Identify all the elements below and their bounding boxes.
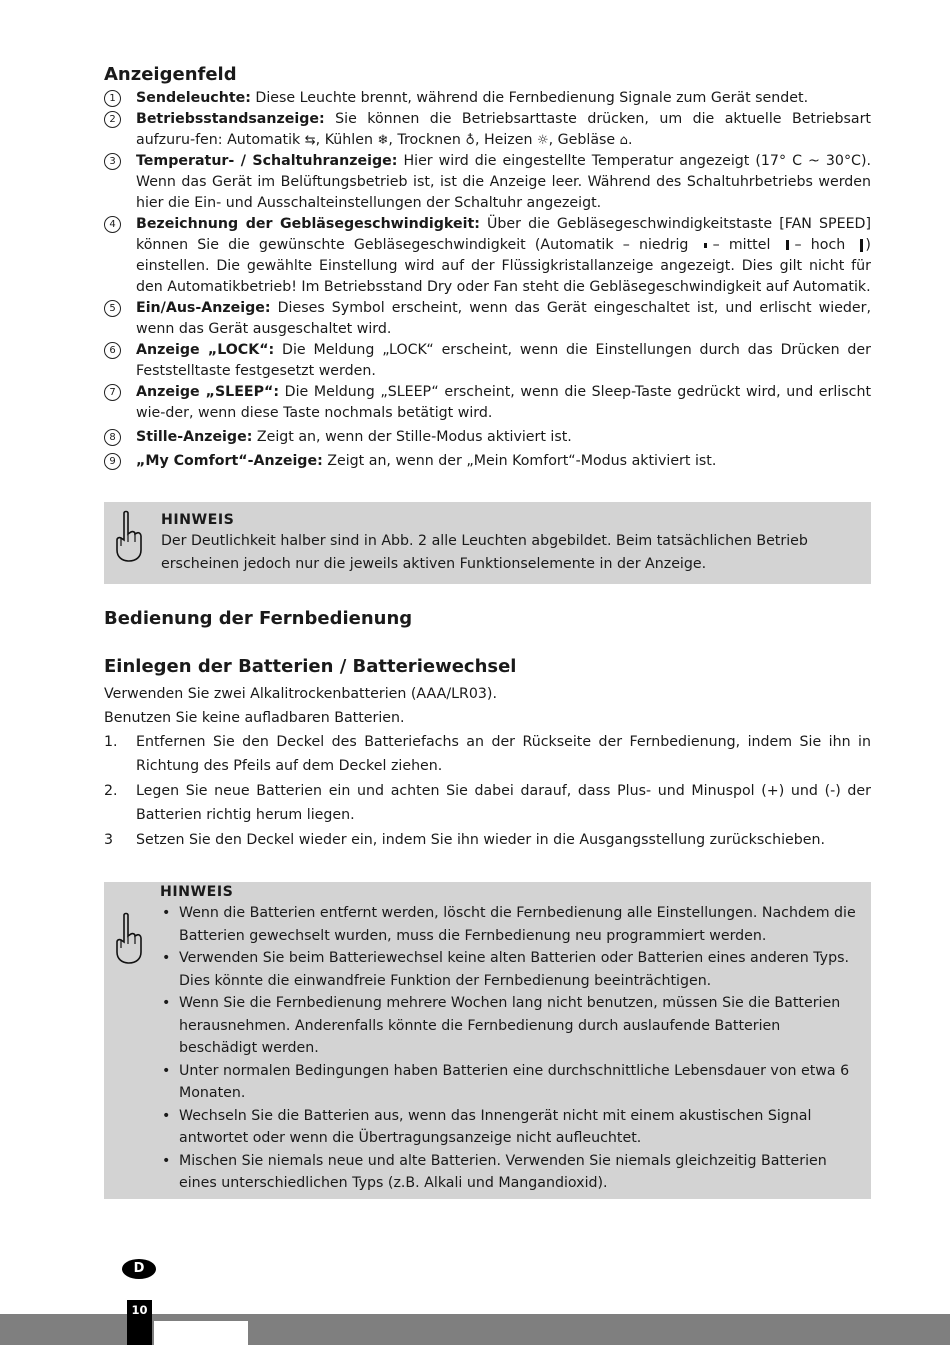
- fan-icon: ⌂: [619, 133, 628, 148]
- step-number: 1.: [104, 734, 118, 750]
- item-label: „My Comfort“-Anzeige:: [136, 453, 323, 469]
- pointing-hand-icon: [111, 510, 145, 564]
- item-number: 4: [104, 216, 121, 233]
- item-number: 3: [104, 153, 121, 170]
- item-number: 9: [104, 453, 121, 470]
- item-text: Diese Leuchte brennt, während die Fernbedienung Signale zum Gerät sendet.: [255, 90, 809, 106]
- page-number: 10: [127, 1300, 152, 1345]
- battery-intro: Verwenden Sie zwei Alkalitrockenbatterien (AAA/LR03).: [104, 686, 497, 702]
- item-text: Hier wird die eingestellte Temperatur angezeigt (17° C ~ 30°C). Wenn das Gerät im Belüftungsbetrieb ist, ist die Anzeige leer. Während des Schaltuhrbetriebs werden hier die Ein- und Ausschalteinstellungen der Schaltuhr angezeigt.: [136, 153, 872, 211]
- list-item: • Mischen Sie niemals neue und alte Batterien. Verwenden Sie niemals gleichzeitig Batterien eines unterschiedlichen Typs (z.B. Alkali und Mangandioxid).: [160, 1150, 859, 1195]
- item-text: Sie können die Betriebsarttaste drücken, um die aktuelle Betriebsart aufzuru-fen: Automatik: [136, 111, 871, 148]
- step-text: Setzen Sie den Deckel wieder ein, indem Sie ihn wieder in die Ausgangsstellung zurückschieben.: [136, 831, 825, 848]
- list-item: [104, 109, 871, 151]
- fan-mid-icon: [786, 240, 789, 250]
- item-number: 1: [104, 90, 121, 107]
- item-text: – hoch: [794, 237, 846, 253]
- section-title-batteries: Einlegen der Batterien / Batteriewechsel: [104, 656, 517, 677]
- item-text: Die Meldung „LOCK“ erscheint, wenn die Einstellungen durch das Drücken der Feststelltaste festgesetzt werden.: [136, 342, 871, 379]
- list-item: • Verwenden Sie beim Batteriewechsel keine alten Batterien oder Batterien eines anderen Typs. Dies könnte die einwandfreie Funktion der Fernbedienung beeinträchtigen.: [160, 947, 859, 992]
- list-item: • Wenn die Batterien entfernt werden, löscht die Fernbedienung alle Einstellungen. Nachdem die Batterien gewechselt wurden, muss die Fernbedienung neu programmiert werden.: [160, 902, 859, 947]
- list-item: [104, 451, 871, 472]
- item-label: Temperatur- / Schaltuhranzeige:: [136, 153, 398, 169]
- item-text: Dieses Symbol erscheint, wenn das Gerät eingeschaltet ist, und erlischt wieder, wenn das Gerät ausgeschaltet wird.: [136, 300, 871, 337]
- step-number: 3: [104, 831, 114, 848]
- item-label: Anzeige „LOCK“:: [136, 342, 275, 358]
- note-box: [104, 882, 871, 1199]
- item-number: 2: [104, 111, 121, 128]
- item-number: 8: [104, 429, 121, 446]
- item-text: , Heizen: [474, 132, 533, 148]
- item-text: , Gebläse: [548, 132, 616, 148]
- item-text: , Trocknen: [388, 132, 461, 148]
- pointing-hand-icon: [111, 912, 145, 966]
- list-item: • Unter normalen Bedingungen haben Batterien eine durchschnittliche Lebensdauer von etwa 6 Monaten.: [160, 1060, 859, 1105]
- fan-high-icon: [860, 239, 863, 252]
- sun-icon: ☼: [536, 133, 549, 148]
- list-item: [104, 151, 871, 214]
- list-item: [104, 298, 871, 340]
- item-label: Sendeleuchte:: [136, 90, 251, 106]
- item-text: Zeigt an, wenn der Stille-Modus aktiviert ist.: [256, 429, 572, 445]
- list-item: [104, 427, 871, 448]
- note-box: [104, 502, 871, 584]
- item-label: Ein/Aus-Anzeige:: [136, 300, 271, 316]
- item-text: Zeigt an, wenn der „Mein Komfort“-Modus aktiviert ist.: [327, 453, 717, 469]
- item-label: Stille-Anzeige:: [136, 429, 253, 445]
- drop-icon: ♁: [465, 133, 475, 148]
- fan-low-icon: [704, 243, 707, 248]
- item-label: Betriebsstandsanzeige:: [136, 111, 325, 127]
- list-item: [104, 382, 871, 424]
- list-item: [104, 779, 871, 828]
- item-text: , Kühlen: [315, 132, 373, 148]
- list-item: [104, 730, 871, 779]
- footer-tab: [154, 1321, 248, 1345]
- note-title: HINWEIS: [160, 884, 234, 901]
- section-title-display: Anzeigenfeld: [104, 64, 237, 85]
- note-bullet-list: [160, 902, 859, 1195]
- battery-intro: Benutzen Sie keine aufladbaren Batterien.: [104, 710, 405, 726]
- page-content: [104, 62, 871, 1199]
- item-label: Anzeige „SLEEP“:: [136, 384, 280, 400]
- display-items-list: [104, 88, 871, 472]
- item-text: Über die Gebläsegeschwindigkeitstaste [FAN SPEED] können Sie die gewünschte Gebläsegeschwindigkeit (Automatik – niedrig: [136, 216, 871, 253]
- list-item: [104, 340, 871, 382]
- step-text: Legen Sie neue Batterien ein und achten Sie dabei darauf, dass Plus- und Minuspol (+) und (-) der Batterien richtig herum liegen.: [136, 782, 871, 824]
- note-title: HINWEIS: [161, 512, 235, 528]
- battery-steps-list: [104, 730, 871, 852]
- auto-mode-icon: ⇆: [304, 133, 316, 148]
- item-text: .: [627, 132, 633, 148]
- item-number: 6: [104, 342, 121, 359]
- item-number: 5: [104, 300, 121, 317]
- list-item: [104, 214, 871, 298]
- section-title-remote: Bedienung der Fernbedienung: [104, 608, 413, 629]
- note-text: Der Deutlichkeit halber sind in Abb. 2 alle Leuchten abgebildet. Beim tatsächlichen Betrieb erscheinen jedoch nur die jeweils aktiven Funktionselemente in der Anzeige.: [161, 533, 808, 572]
- item-text: ) einstellen. Die gewählte Einstellung wird auf der Flüssigkristallanzeige angezeigt. Dies gilt nicht für den Automatikbetrieb! Im Betriebsstand Dry oder Fan steht die Gebläsegeschwindigkeit auf Automatik.: [136, 237, 871, 295]
- language-badge: D: [122, 1259, 156, 1279]
- list-item: • Wenn Sie die Fernbedienung mehrere Wochen lang nicht benutzen, müssen Sie die Batterien herausnehmen. Anderenfalls könnte die Fernbedienung durch auslaufende Batterien beschädigt werden.: [160, 992, 859, 1060]
- item-label: Bezeichnung der Gebläsegeschwindigkeit:: [136, 216, 480, 232]
- list-item: [104, 828, 871, 852]
- list-item: • Wechseln Sie die Batterien aus, wenn das Innengerät nicht mit einem akustischen Signal antwortet oder wenn die Übertragungsanzeige nicht aufleuchtet.: [160, 1105, 859, 1150]
- step-number: 2.: [104, 782, 118, 799]
- item-text: – mittel: [712, 237, 771, 253]
- list-item: [104, 88, 871, 109]
- item-number: 7: [104, 384, 121, 401]
- snowflake-icon: ❄: [377, 133, 389, 148]
- step-text: Entfernen Sie den Deckel des Batteriefachs an der Rückseite der Fernbedienung, indem Sie ihn in Richtung des Pfeils auf dem Deckel ziehen.: [136, 734, 871, 775]
- item-text: Die Meldung „SLEEP“ erscheint, wenn die Sleep-Taste gedrückt wird, und erlischt wie-der, wenn diese Taste nochmals betätigt wird.: [136, 384, 872, 421]
